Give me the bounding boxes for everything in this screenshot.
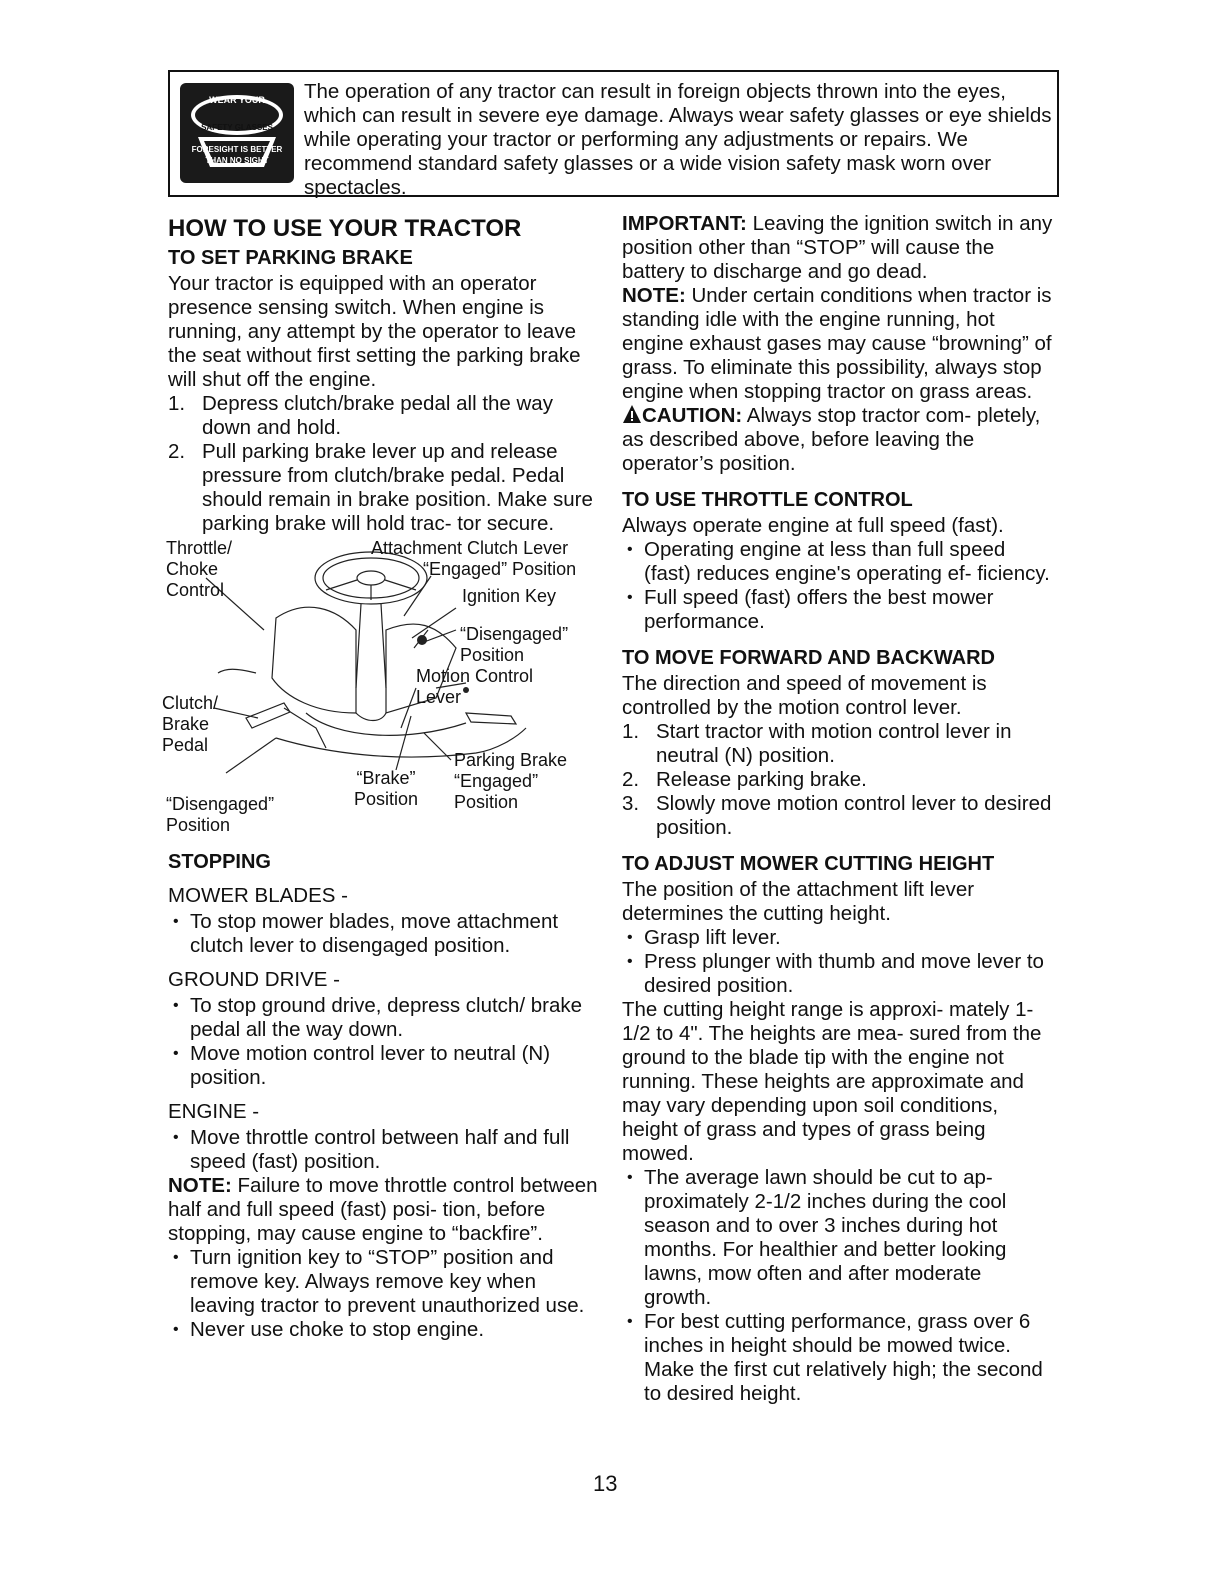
list-item: • Full speed (fast) offers the best mower performance. (622, 586, 1054, 634)
safety-notice-box (168, 70, 1059, 197)
caution-icon (622, 404, 642, 424)
list-item: • Grasp lift lever. (622, 926, 1054, 950)
note-label: NOTE: (622, 284, 686, 307)
engine-label: ENGINE - (168, 1100, 260, 1123)
tractor-controls-diagram (162, 538, 596, 835)
badge-line4: THAN NO SIGHT (205, 156, 269, 165)
important-label: IMPORTANT: (622, 212, 747, 235)
label-disengaged-bottom: “Disengaged” Position (166, 794, 275, 835)
final-list (168, 1246, 598, 1342)
list-item: • Move motion control lever to neutral (N) position. (168, 1042, 598, 1090)
list-item: • To stop mower blades, move attachment clutch lever to disengaged position. (168, 910, 598, 958)
important-paragraph: IMPORTANT: Leaving the ignition switch in any position other than “STOP” will cause the battery to discharge and go dead. (622, 212, 1053, 283)
height-list-2 (622, 1166, 1054, 1406)
height-heading: TO ADJUST MOWER CUTTING HEIGHT (622, 853, 995, 875)
badge-line3: FORESIGHT IS BETTER (191, 145, 283, 154)
label-motion-control: Motion Control Lever (416, 666, 534, 707)
move-intro: The direction and speed of movement is controlled by the motion control lever. (622, 672, 987, 719)
list-item: • Operating engine at less than full speed (fast) reduces engine's operating ef- ficiency. (622, 538, 1054, 586)
left-column (162, 212, 598, 1342)
height-intro: The position of the attachment lift lever determines the cutting height. (622, 878, 975, 925)
move-heading: TO MOVE FORWARD AND BACKWARD (622, 647, 995, 669)
height-body: The cutting height range is approxi- mately 1-1/2 to 4". The heights are mea- sured from the ground to the blade tip with the engine not running. These heights are approximate and may vary depending upon soil conditions, height of grass and types of grass being mowed. (622, 998, 1042, 1165)
list-item: 1. Depress clutch/brake pedal all the way down and hold. (168, 392, 553, 439)
list-item: • Press plunger with thumb and move lever to desired position. (622, 950, 1054, 998)
note-text: Failure to move throttle control between half and full speed (fast) posi- tion, before stopping, may cause engine to “backfire”. (168, 1174, 598, 1245)
list-item: • Turn ignition key to “STOP” position and remove key. Always remove key when leaving tractor to prevent unauthorized use. (168, 1246, 598, 1318)
list-item: • Move throttle control between half and full speed (fast) position. (168, 1126, 598, 1174)
label-brake-position: “Brake” Position (354, 768, 419, 809)
parking-brake-intro: Your tractor is equipped with an operator presence sensing switch. When engine is running, any attempt by the operator to leave the seat without first setting the parking brake will shut off the engine. (168, 272, 581, 391)
ground-drive-list (168, 994, 598, 1090)
mower-blades-list (168, 910, 598, 958)
safety-glasses-badge (178, 81, 296, 185)
right-column (622, 212, 1054, 1406)
caution-label: CAUTION: (642, 404, 743, 427)
page-title: HOW TO USE YOUR TRACTOR (168, 215, 522, 242)
list-item: • For best cutting performance, grass over 6 inches in height should be mowed twice. Make the first cut relatively high; the second to desired height. (622, 1310, 1054, 1406)
throttle-list (622, 538, 1054, 634)
label-ignition-key: Ignition Key (462, 586, 557, 606)
badge-line2: SAFETY GLASSES (201, 123, 273, 132)
throttle-intro: Always operate engine at full speed (fast). (622, 514, 1004, 537)
list-item: 1. Start tractor with motion control lever in neutral (N) position. (622, 720, 1012, 767)
safety-notice-text: The operation of any tractor can result in foreign objects thrown into the eyes, which can result in severe eye damage. Always wear safety glasses or eye shields while operating your tractor or performing any adjustments or repairs. We recommend standard safety glasses or a wide vision safety mask worn over spectacles. (304, 80, 1052, 199)
parking-brake-heading: TO SET PARKING BRAKE (168, 247, 413, 269)
height-list (622, 926, 1054, 998)
engine-list (168, 1126, 598, 1174)
stopping-heading: STOPPING (168, 851, 271, 873)
list-item: 2. Pull parking brake lever up and release pressure from clutch/brake pedal. Pedal should remain in brake position. Make sure parking brake will hold trac- tor secure. (168, 440, 593, 535)
label-engaged-position: “Engaged” Position (423, 559, 577, 579)
badge-line1: WEAR YOUR (209, 95, 265, 105)
parking-brake-steps (168, 392, 598, 536)
label-throttle-choke: Throttle/ Choke Control (166, 538, 233, 600)
stopping-note (168, 1174, 598, 1246)
note-paragraph: NOTE: Under certain conditions when tractor is standing idle with the engine running, hot engine exhaust gases may cause “browning” of grass. To eliminate this possibility, always stop engine when stopping tractor on grass areas. (622, 284, 1052, 403)
label-disengaged-top: “Disengaged” Position (460, 624, 569, 665)
list-item: • Never use choke to stop engine. (168, 1318, 598, 1342)
list-item: 2. Release parking brake. (622, 768, 867, 791)
label-attachment-clutch: Attachment Clutch Lever (371, 538, 569, 558)
throttle-heading: TO USE THROTTLE CONTROL (622, 489, 913, 511)
list-item: 3. Slowly move motion control lever to desired position. (622, 792, 1052, 839)
list-item: • To stop ground drive, depress clutch/ brake pedal all the way down. (168, 994, 598, 1042)
ground-drive-label: GROUND DRIVE - (168, 968, 340, 991)
caution-paragraph: CAUTION: Always stop tractor com- pletely, as described above, before leaving the operator’s position. (622, 404, 1041, 475)
label-parking-brake: Parking Brake “Engaged” Position (454, 750, 568, 812)
note-label: NOTE: (168, 1174, 232, 1197)
move-steps (622, 720, 1054, 840)
mower-blades-label: MOWER BLADES - (168, 884, 348, 907)
label-clutch-brake-pedal: Clutch/ Brake Pedal (162, 693, 219, 755)
page-number: 13 (593, 1471, 618, 1496)
list-item: • The average lawn should be cut to ap- proximately 2-1/2 inches during the cool season and to over 3 inches during hot months. For healthier and better looking lawns, mow often and after moderate growth. (622, 1166, 1054, 1310)
